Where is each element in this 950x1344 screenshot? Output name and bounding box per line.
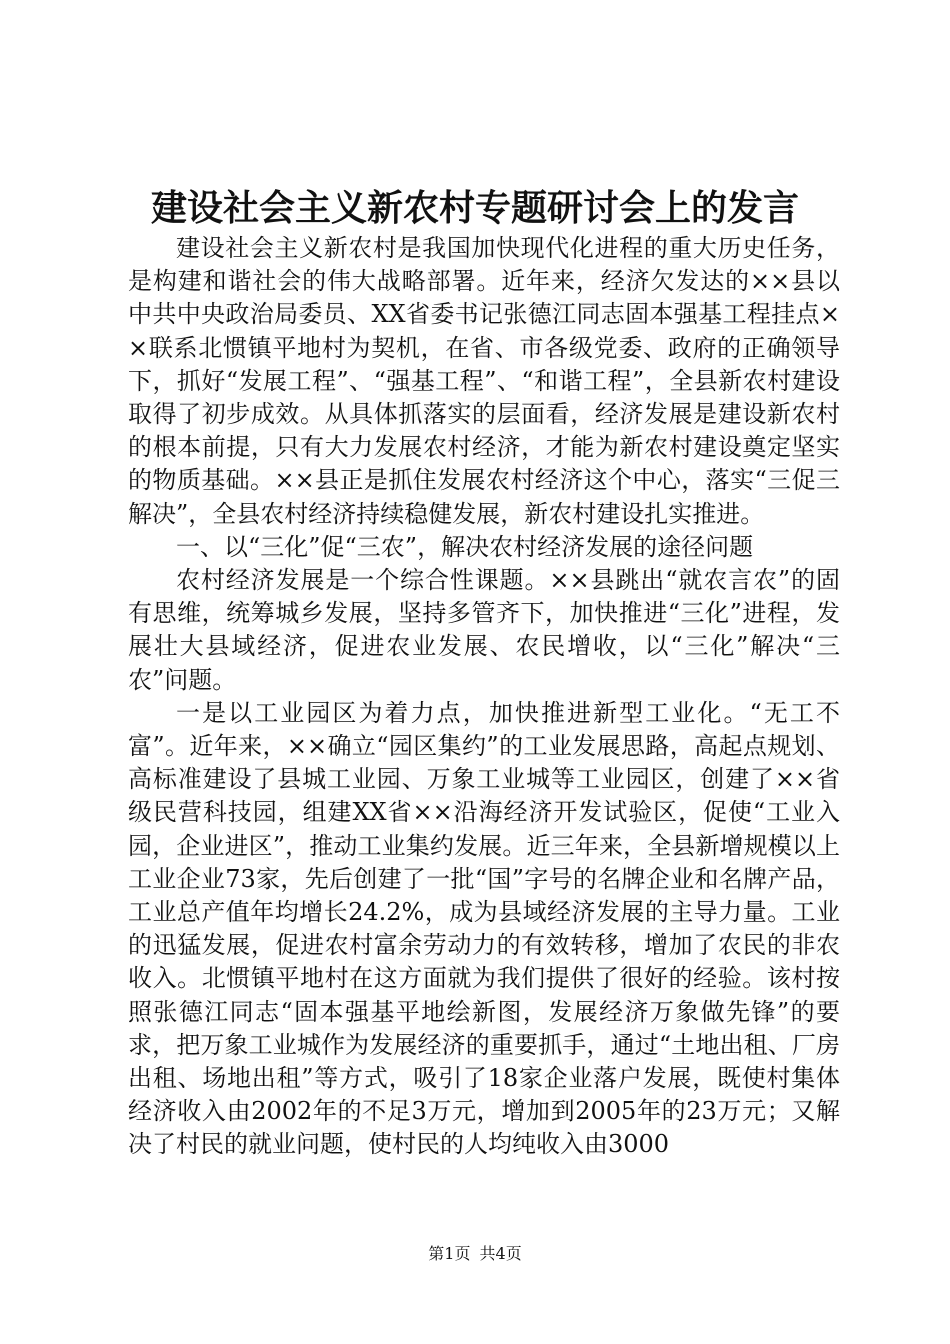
paragraph: 建设社会主义新农村是我国加快现代化进程的重大历史任务，是构建和谐社会的伟大战略部署。近年来，经济欠发达的××县以中共中央政治局委员、XX省委书记张德江同志固本强基工程挂点××联系北惯镇平地村为契机，在省、市各级党委、政府的正确领导下，抓好“发展工程”、“强基工程”、“和谐工程”，全县新农村建设取得了初步成效。从具体抓落实的层面看，经济发展是建设新农村的根本前提，只有大力发展农村经济，才能为新农村建设奠定坚实的物质基础。××县正是抓住发展农村经济这个中心，落实“三促三解决”，全县农村经济持续稳健发展，新农村建设扎实推进。: [128, 234, 840, 528]
paragraph: 一是以工业园区为着力点，加快推进新型工业化。“无工不富”。近年来，××确立“园区集约”的工业发展思路，高起点规划、高标准建设了县城工业园、万象工业城等工业园区，创建了××省级民营科技园，组建XX省××沿海经济开发试验区，促使“工业入园，企业进区”，推动工业集约发展。近三年来，全县新增规模以上工业企业73家，先后创建了一批“国”字号的名牌企业和名牌产品，工业总产值年均增长24.2%，成为县域经济发展的主导力量。工业的迅猛发展，促进农村富余劳动力的有效转移，增加了农民的非农收入。北惯镇平地村在这方面就为我们提供了很好的经验。该村按照张德江同志“固本强基平地绘新图，发展经济万象做先锋”的要求，把万象工业城作为发展经济的重要抓手，通过“土地出租、厂房出租、场地出租”等方式，吸引了18家企业落户发展，既使村集体经济收入由2002年的不足3万元，增加到2005年的23万元；又解决了村民的就业问题，使村民的人均纯收入由3000: [128, 698, 840, 1159]
document-title: 建设社会主义新农村专题研讨会上的发言: [150, 187, 799, 229]
paragraph: 农村经济发展是一个综合性课题。××县跳出“就农言农”的固有思维，统筹城乡发展，坚持多管齐下，加快推进“三化”进程，发展壮大县域经济，促进农业发展、农民增收，以“三化”解决“三农”问题。: [128, 566, 840, 694]
section-heading: 一、以“三化”促“三农”，解决农村经济发展的途径问题: [176, 532, 754, 561]
page-total: 共4页: [479, 1244, 522, 1263]
document-body: [128, 232, 840, 1162]
page-number: 第1页: [428, 1244, 471, 1263]
page-footer: [0, 1244, 950, 1264]
